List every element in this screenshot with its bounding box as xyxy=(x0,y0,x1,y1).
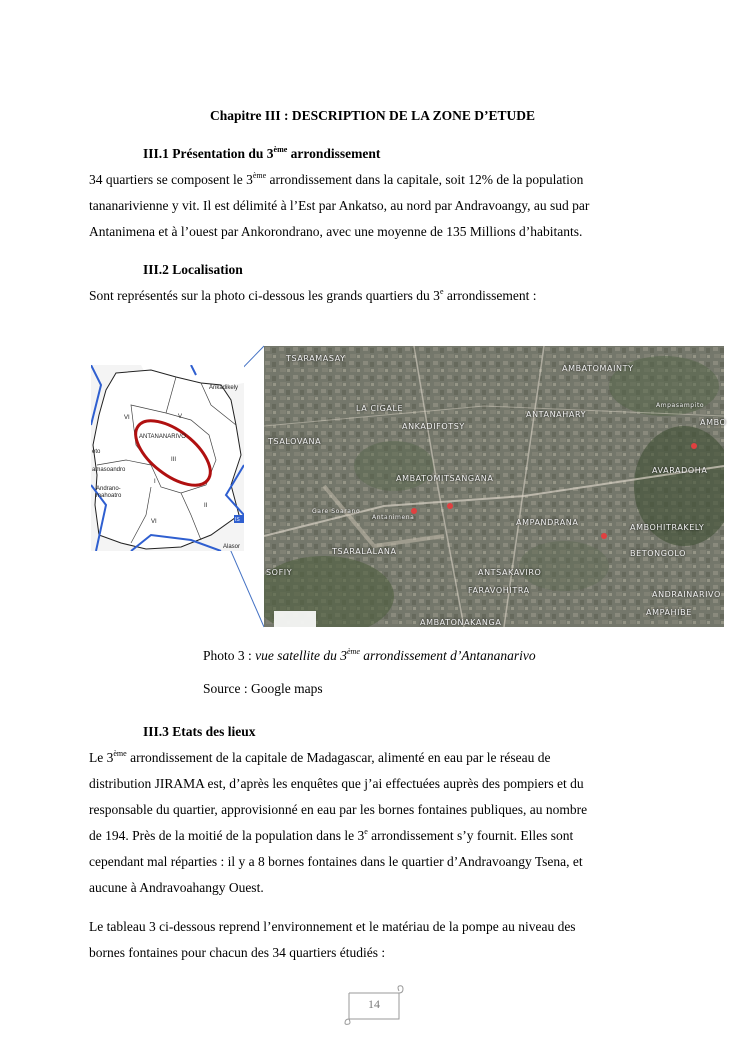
map-label: VI xyxy=(151,519,157,525)
satellite-texture xyxy=(264,346,727,627)
satellite-label: ANDRAINARIVO xyxy=(652,590,721,599)
satellite-label: LA CIGALE xyxy=(356,404,404,413)
paragraph-line: de 194. Près de la moitié de la population dans le 3e arrondissement s’y fournit. Elles sont xyxy=(89,827,574,843)
map-label: I xyxy=(154,479,156,485)
arrondissement-locator-map xyxy=(91,365,244,551)
satellite-label: BETONGOLO xyxy=(630,549,687,558)
paragraph-line: Le 3ème arrondissement de la capitale de Madagascar, alimenté en eau par le réseau de xyxy=(89,749,551,765)
satellite-label: AMBATOMAINTY xyxy=(562,364,634,373)
paragraph-line: bornes fontaines pour chacun des 34 quartiers étudiés : xyxy=(89,945,386,960)
satellite-label: AVARADOHA xyxy=(652,466,708,475)
paragraph-line: Sont représentés sur la photo ci-dessous les grands quartiers du 3e arrondissement : xyxy=(89,287,537,303)
satellite-label: AMBO xyxy=(700,418,727,427)
satellite-label: AMBATOMITSANGANA xyxy=(396,474,494,483)
satellite-label: AMPANDRANA xyxy=(516,518,579,527)
section-3-paragraph xyxy=(89,745,659,901)
paragraph-line: tananarivienne y vit. Il est délimité à l’Est par Ankatso, au nord par Andravoangy, au sud par xyxy=(89,198,590,213)
section-3-heading: III.3 Etats des lieux xyxy=(143,724,256,739)
section-3-paragraph-2 xyxy=(89,914,659,966)
map-label: V xyxy=(178,414,183,420)
satellite-label: SOFIY xyxy=(266,568,293,577)
paragraph-line: responsable du quartier, approvisionné en eau par les bornes fontaines publiques, au nombre xyxy=(89,802,588,817)
satellite-label: ANTANAHARY xyxy=(526,410,587,419)
map-label: IS xyxy=(235,517,240,523)
satellite-label: ANTSAKAVIRO xyxy=(478,568,542,577)
page-number: 14 xyxy=(368,997,380,1011)
map-label: VI xyxy=(124,415,130,421)
section-1-heading: III.1 Présentation du 3ème arrondissement xyxy=(143,145,381,161)
map-label: II xyxy=(204,503,208,509)
map-label: amasoandro xyxy=(92,467,126,473)
satellite-label: Gare Soarano xyxy=(312,508,361,515)
satellite-label: Antanimena xyxy=(372,514,415,521)
map-label: ANTANANARIVO xyxy=(139,434,186,440)
paragraph-line: aucune à Andravoahangy Ouest. xyxy=(89,880,264,895)
map-label: Alasor xyxy=(223,544,241,550)
map-label: Andrano- xyxy=(96,486,121,492)
satellite-label: AMBATONAKANGA xyxy=(420,618,502,627)
photo-caption: Photo 3 : vue satellite du 3ème arrondissement d’Antananarivo xyxy=(203,647,536,663)
paragraph-line: Antanimena et à l’ouest par Ankorondrano, avec une moyenne de 135 Millions d’habitants. xyxy=(89,224,583,239)
paragraph-line: Le tableau 3 ci-dessous reprend l’environnement et le matériau de la pompe au niveau des xyxy=(89,919,576,934)
satellite-label: ANKADIFOTSY xyxy=(402,422,465,431)
map-label: Ankadikely xyxy=(209,385,239,391)
paragraph-line: 34 quartiers se composent le 3ème arrondissement dans la capitale, soit 12% de la population xyxy=(89,171,584,187)
paragraph-line: cependant mal réparties : il y a 8 bornes fontaines dans le quartier d’Andravoangy Tsena, et xyxy=(89,854,583,869)
photo-source: Source : Google maps xyxy=(203,681,323,696)
map-label: III xyxy=(171,457,177,463)
satellite-map-photo xyxy=(264,346,727,627)
paragraph-line: distribution JIRAMA est, d’après les enquêtes que j’ai effectuées auprès des pompiers et du xyxy=(89,776,584,791)
map-label: mahoatro xyxy=(96,493,122,499)
map-label: eto xyxy=(92,449,101,455)
page-number-scroll xyxy=(341,985,407,1025)
satellite-label: Ampasampito xyxy=(656,402,705,409)
satellite-label: TSARAMASAY xyxy=(286,354,346,363)
satellite-label: TSALOVANA xyxy=(268,437,322,446)
satellite-label: FARAVOHITRA xyxy=(468,586,530,595)
chapter-title: Chapitre III : DESCRIPTION DE LA ZONE D’ETUDE xyxy=(210,108,535,123)
satellite-label: TSARALALANA xyxy=(332,547,397,556)
section-2-heading: III.2 Localisation xyxy=(143,262,243,277)
satellite-label: AMBOHITRAKELY xyxy=(630,523,705,532)
satellite-label: AMPAHIBE xyxy=(646,608,692,617)
